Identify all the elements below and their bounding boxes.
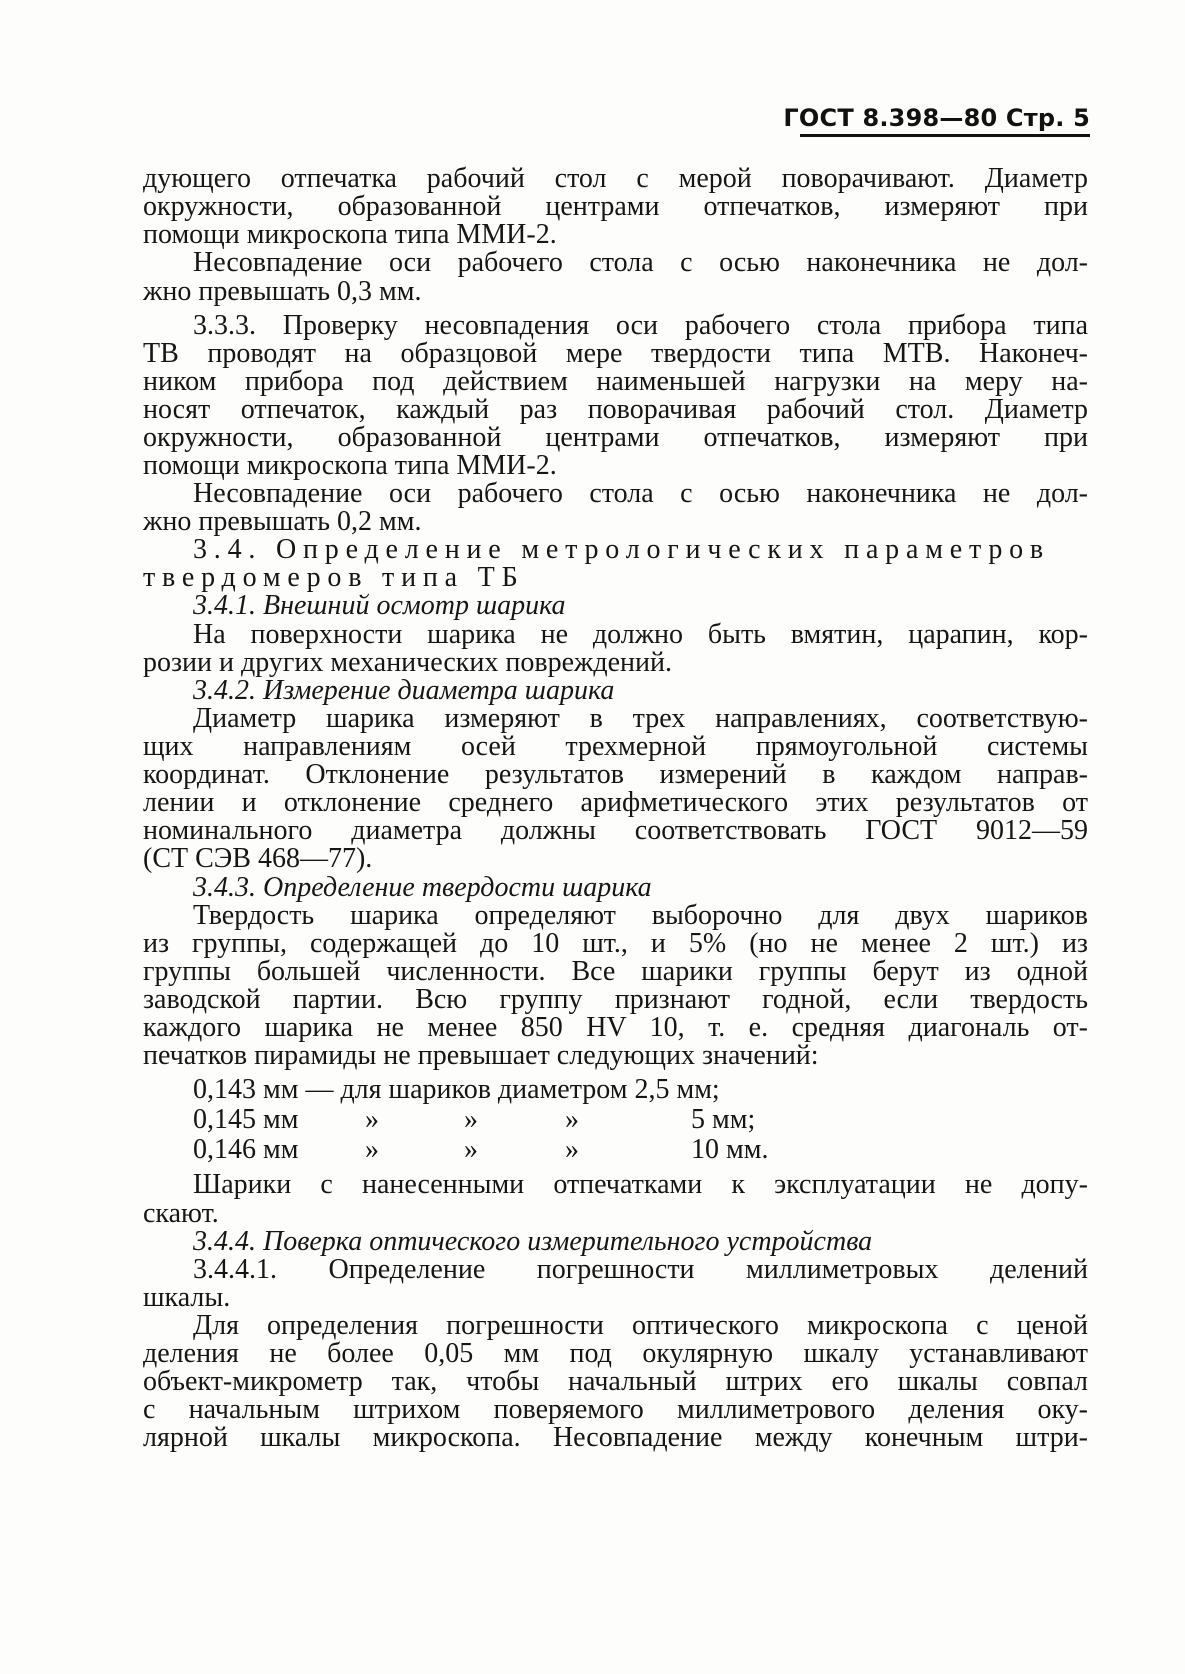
text-line: На поверхности шарика не должно быть вмятин, царапин, кор- — [193, 619, 1088, 650]
text-line: помощи микроскопа типа ММИ-2. — [143, 450, 557, 481]
ditto-mark: » — [565, 1104, 579, 1135]
list-value: 0,145 мм — [193, 1104, 299, 1135]
text-line: с начальным штрихом поверяемого миллиметрового деления оку- — [143, 1394, 1088, 1425]
text-line: печатков пирамиды не превышает следующих значений: — [143, 1040, 819, 1071]
text-line: ником прибора под действием наименьшей нагрузки на меру на- — [143, 366, 1088, 397]
text-line: заводской партии. Всю группу признают годной, если твердость — [143, 984, 1088, 1015]
text-line: лярной шкалы микроскопа. Несовпадение между конечным штри- — [143, 1422, 1088, 1453]
text-line: координат. Отклонение результатов измерений в каждом направ- — [143, 759, 1088, 790]
header-rule — [800, 134, 1090, 137]
text-line: из группы, содержащей до 10 шт., и 5% (но не менее 2 шт.) из — [143, 928, 1088, 959]
ditto-mark: » — [365, 1104, 379, 1135]
text-line: 3.4.4.1. Определение погрешности миллиметровых делений — [193, 1254, 1088, 1285]
ditto-mark: » — [565, 1134, 579, 1165]
text-line: помощи микроскопа типа ММИ-2. — [143, 219, 557, 250]
text-line: Для определения погрешности оптического микроскопа с ценой — [193, 1310, 1088, 1341]
list-item: 0,143 мм — для шариков диаметром 2,5 мм; — [193, 1074, 720, 1105]
section-heading: 3.4. Определение метрологических параметров — [193, 534, 1050, 565]
text-line: окружности, образованной центрами отпечатков, измеряют при — [143, 422, 1088, 453]
text-line: номинального диаметра должны соответствовать ГОСТ 9012—59 — [143, 815, 1088, 846]
text-line: жно превышать 0,3 мм. — [143, 276, 422, 307]
text-line: шкалы. — [143, 1282, 231, 1313]
section-heading: твердомеров типа ТБ — [143, 562, 525, 593]
text-line: окружности, образованной центрами отпечатков, измеряют при — [143, 191, 1088, 222]
text-line: носят отпечаток, каждый раз поворачивая рабочий стол. Диаметр — [143, 394, 1088, 425]
ditto-mark: » — [365, 1134, 379, 1165]
text-line: деления не более 0,05 мм под окулярную шкалу устанавливают — [143, 1338, 1088, 1369]
text-line: розии и других механических повреждений. — [143, 647, 672, 678]
text-line: 3.3.3. Проверку несовпадения оси рабочего стола прибора типа — [193, 310, 1088, 341]
list-size: 5 мм; — [691, 1104, 756, 1135]
page-header: ГОСТ 8.398—80 Стр. 5 — [783, 104, 1090, 132]
text-line: дующего отпечатка рабочий стол с мерой поворачивают. Диаметр — [143, 163, 1088, 194]
text-line: Несовпадение оси рабочего стола с осью наконечника не дол- — [193, 478, 1088, 509]
text-line: Несовпадение оси рабочего стола с осью наконечника не дол- — [193, 247, 1088, 278]
list-value: 0,146 мм — [193, 1134, 299, 1165]
text-line: ТВ проводят на образцовой мере твердости типа МТВ. Наконеч- — [143, 338, 1088, 369]
text-line: Диаметр шарика измеряют в трех направлениях, соответствую- — [193, 703, 1088, 734]
text-line: каждого шарика не менее 850 HV 10, т. е. средняя диагональ от- — [143, 1012, 1088, 1043]
ditto-mark: » — [464, 1104, 478, 1135]
subsection-heading: 3.4.1. Внешний осмотр шарика — [193, 590, 566, 621]
text-line: группы большей численности. Все шарики группы берут из одной — [143, 956, 1088, 987]
text-line: объект-микрометр так, чтобы начальный штрих его шкалы совпал — [143, 1366, 1088, 1397]
ditto-mark: » — [464, 1134, 478, 1165]
text-line: жно превышать 0,2 мм. — [143, 506, 422, 537]
text-line: скают. — [143, 1198, 219, 1229]
list-size: 10 мм. — [691, 1134, 769, 1165]
subsection-heading: 3.4.2. Измерение диаметра шарика — [193, 675, 615, 706]
subsection-heading: 3.4.3. Определение твердости шарика — [193, 872, 652, 903]
text-line: (СТ СЭВ 468—77). — [143, 843, 373, 874]
subsection-heading: 3.4.4. Поверка оптического измерительного устройства — [193, 1226, 873, 1257]
text-line: Твердость шарика определяют выборочно для двух шариков — [193, 900, 1088, 931]
text-line: щих направлениям осей трехмерной прямоугольной системы — [143, 731, 1088, 762]
text-line: лении и отклонение среднего арифметического этих результатов от — [143, 787, 1088, 818]
text-line: Шарики с нанесенными отпечатками к эксплуатации не допу- — [193, 1169, 1088, 1200]
